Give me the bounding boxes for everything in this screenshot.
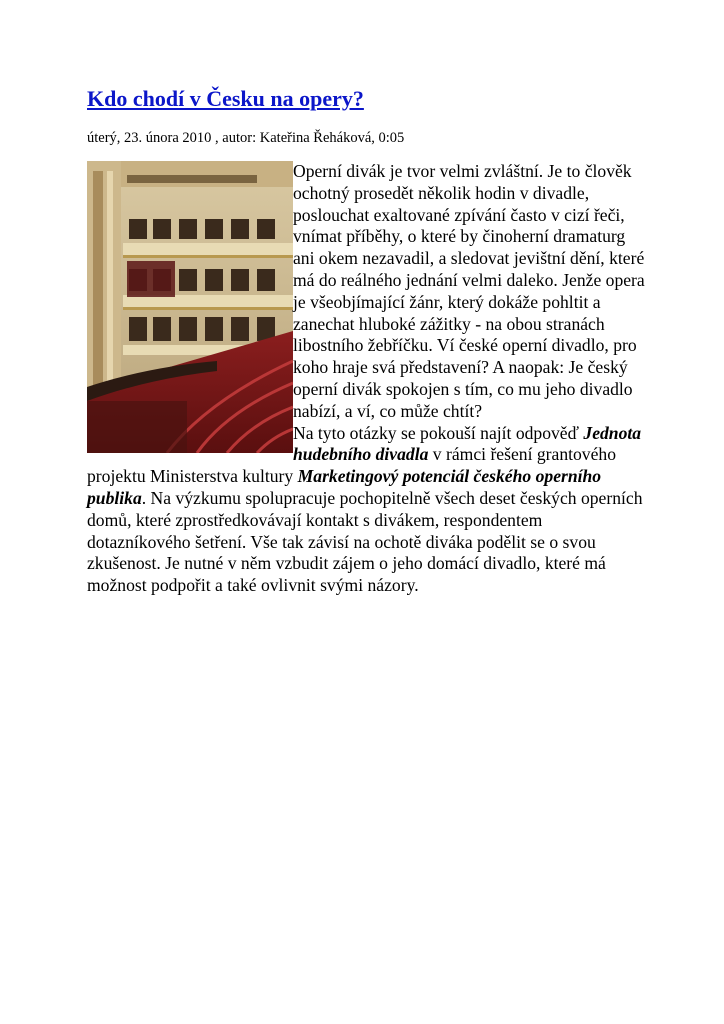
paragraph-intro: Operní divák je tvor velmi zvláštní. Je to člověk ochotný prosedět několik hodin v divadle, poslouchat exaltované zpívání často v cizí řeči, vnímat příběhy, o které by činoherní dramaturg ani okem nezavadil, a sledovat jevištní dění, které má do reálného jednání velmi daleko. Jenže opera je všeobjímající žánr, který dokáže pohltit a zanechat hluboké zážitky - na obou stranách libostního žebříčku. Ví české operní divadlo, pro koho hraje svá představení? A naopak: Je český operní divák spokojen s tím, co mu jeho divadlo nabízí, a ví, co může chtít? — [293, 161, 645, 421]
article-title-link[interactable]: Kdo chodí v Česku na opery? — [87, 86, 364, 111]
p2-text-e: . Na výzkumu spolupracuje pochopitelně všech deset českých operních domů, které zprostředkovávají kontakt s divákem, respondentem dotazníkového šetření. Vše tak závisí na ochotě diváka podělit se o svou zkušenost. Je nutné v něm vzbudit zájem o jeho domácí divadlo, které má možnost podpořit a také ovlivnit svými názory. — [87, 487, 643, 596]
p2-text-c: v rámci řešení grantového projektu Ministerstva kultury — [87, 444, 617, 487]
p2-text-a: Na tyto otázky se pokouší najít odpověď — [293, 422, 584, 443]
project-title: Marketingový potenciál českého operního publika — [87, 466, 602, 508]
article-title — [87, 84, 364, 114]
article-body — [87, 161, 647, 597]
jednota-hudebniho-divadla: Jednota hudebního divadla — [293, 422, 642, 465]
opera-house-photo — [87, 161, 293, 453]
article-meta: úterý, 23. února 2010 , autor: Kateřina Řeháková, 0:05 — [87, 130, 405, 146]
